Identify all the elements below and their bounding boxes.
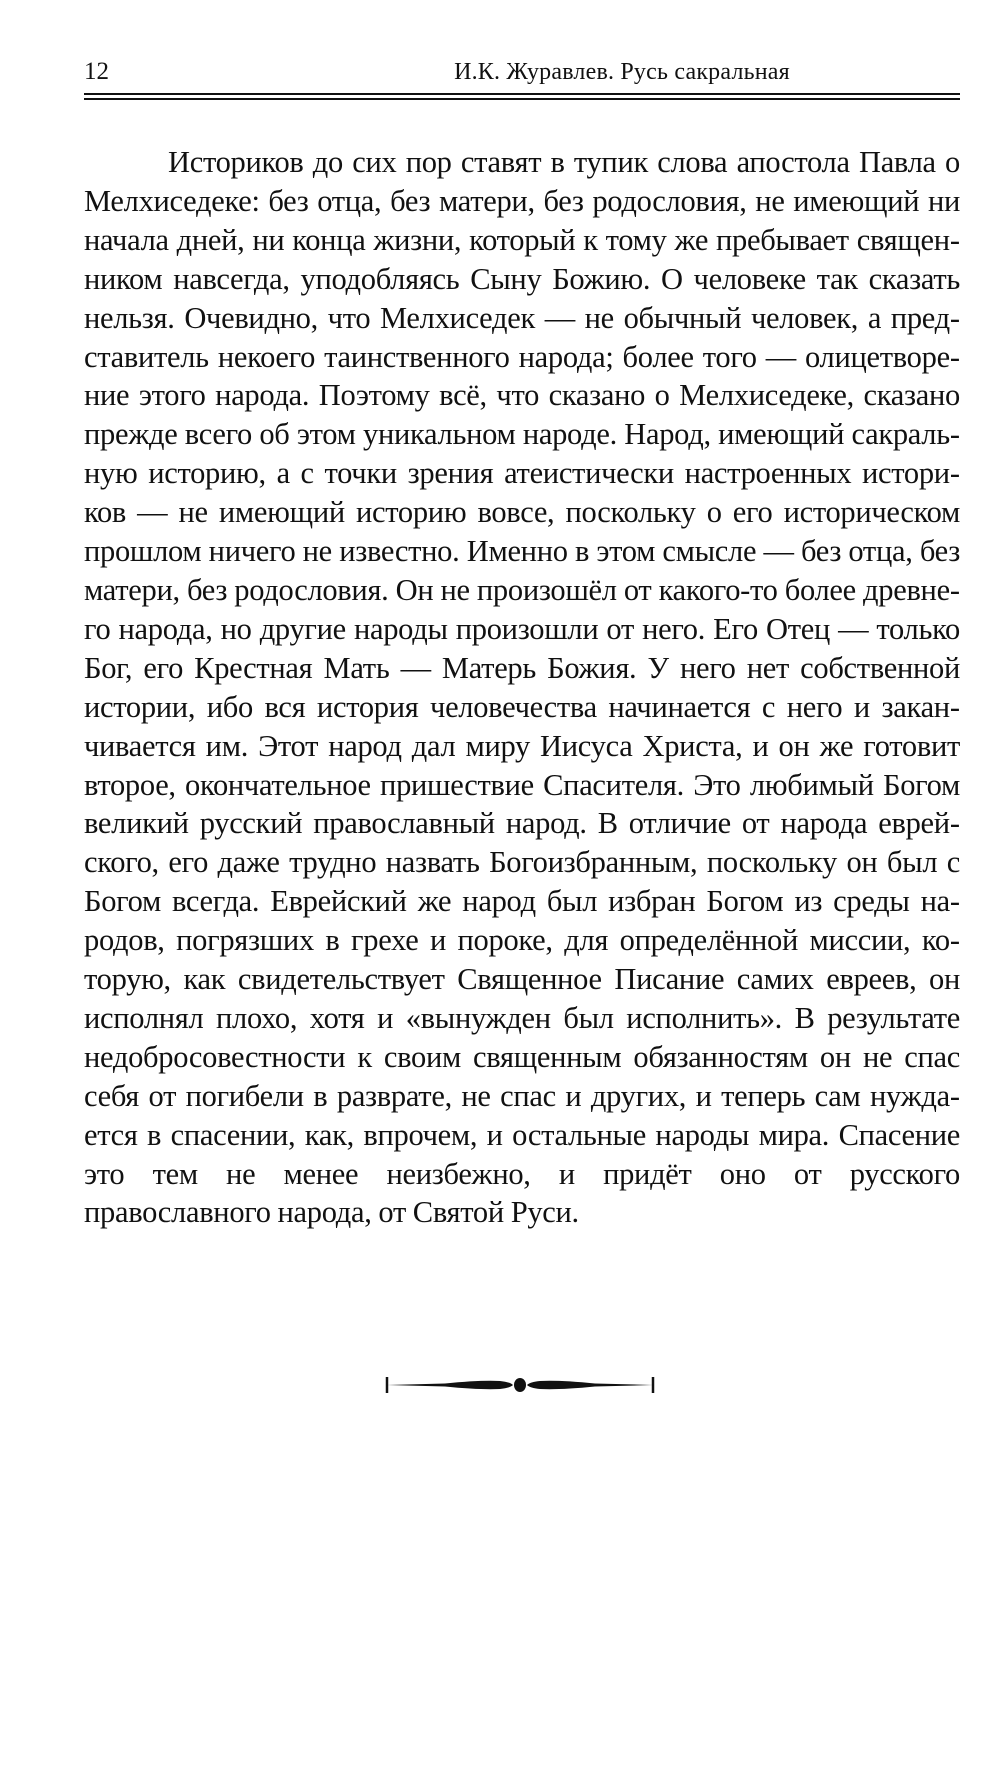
running-header xyxy=(84,52,960,92)
page-number: 12 xyxy=(84,58,109,85)
body-paragraph: Историков до сих пор ставят в тупик слова апостола Павла о Мелхиседеке: без отца, без матери, без родословия, не имеющий ни начала дней, ни конца жизни, который к тому же пребывает священником навсегда, уподобляясь Сыну Божию. О человеке так сказать нельзя. Очевидно, что Мелхиседек — не обычный человек, а представитель некоего таинственного народа; более того — олицетворение этого народа. Поэтому всё, что сказано о Мелхиседеке, сказано прежде всего об этом уникальном народе. Народ, имеющий сакральную историю, а с точки зрения атеистически настроенных историков — не имеющий историю вовсе, поскольку о его историческом прошлом ничего не известно. Именно в этом смысле — без отца, без матери, без родословия. Он не произошёл от какого-то более древнего народа, но другие народы произошли от него. Его Отец — только Бог, его Крестная Мать — Матерь Божия. У него нет собственной истории, ибо вся история человечества начинается с него и заканчивается им. Этот народ дал миру Иисуса Христа, и он же готовит второе, окончательное пришествие Спасителя. Это любимый Богом великий русский православный народ. В отличие от народа еврейского, его даже трудно назвать Богоизбранным, поскольку он был с Богом всегда. Еврейский же народ был избран Богом из среды народов, погрязших в грехе и пороке, для определённой миссии, которую, как свидетельствует Священное Писание самих евреев, он исполнял плохо, хотя и «вынужден был исполнить». В результате недобросовестности к своим священным обязанностям он не спас себя от погибели в разврате, не спас и других, и теперь сам нуждается в спасении, как, впрочем, и остальные народы мира. Спасение это тем не менее неизбежно, и придёт оно от русского православного народа, от Святой Руси. xyxy=(84,145,960,1230)
section-divider-ornament-icon xyxy=(385,1371,655,1399)
running-title: И.К. Журавлев. Русь сакральная xyxy=(454,59,790,85)
header-rule xyxy=(84,93,960,100)
